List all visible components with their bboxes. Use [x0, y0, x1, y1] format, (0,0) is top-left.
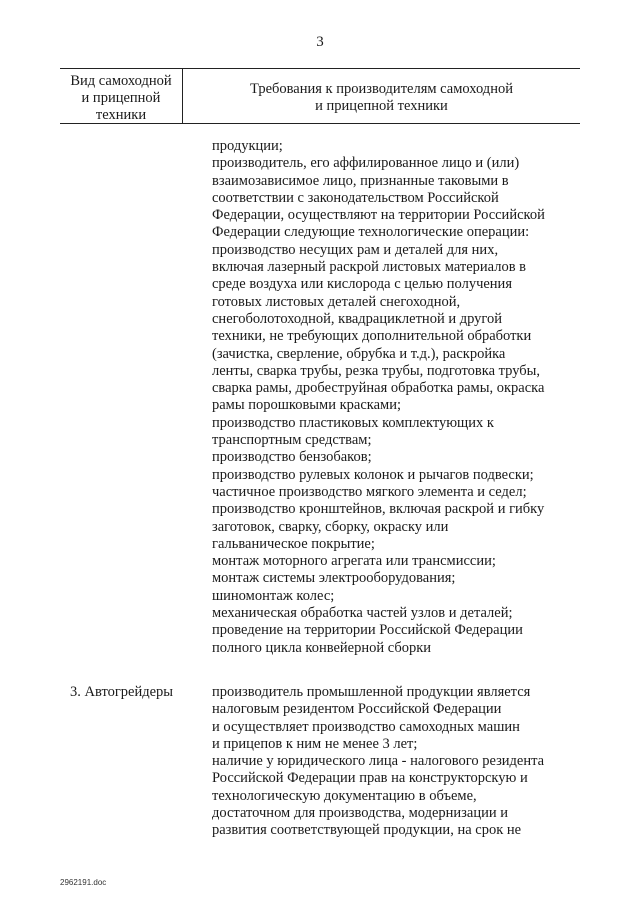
- row3-vehicle-label: 3. Автогрейдеры: [70, 684, 174, 700]
- row3-requirements-text: производитель промышленной продукции является налоговым резидентом Российской Федерации и осуществляет производство самоходных машин и прицепов к ним не менее 3 лет; наличие у юридического лица - налогового резидента Российской Федерации прав на конструкторскую и технологическую документацию в объеме, достаточном для производства, модернизации и развития соответствующей продукции, на срок не: [212, 684, 545, 839]
- document-id: 2962191.doc: [60, 878, 107, 887]
- page-number: 3: [316, 34, 324, 50]
- header-requirements: [183, 81, 580, 115]
- header-requirements-text: Требования к производителям самоходной и прицепной техники: [250, 81, 513, 114]
- header-vehicle-type: [60, 73, 182, 124]
- continued-requirements-text: продукции; производитель, его аффилированное лицо и (или) взаимозависимое лицо, признанные таковыми в соответствии с законодательством Российской Федерации, осуществляют на территории Российской Федерации следующие технологические операции: производство несущих рам и деталей для них, включая лазерный раскрой листовых материалов в среде воздуха или кислорода с целью получения готовых листовых деталей снегоходной, снегоболотоходной, квадрациклетной и другой техники, не требующих дополнительной обработки (зачистка, сверление, обрубка и т.д.), раскройка ленты, сварка трубы, резка трубы, подготовка трубы, сварка рамы, дробеструйная обработка рамы, окраска рамы порошковыми красками; производство пластиковых комплектующих к транспортным средствам; производство бензобаков; производство рулевых колонок и рычагов подвески; частичное производство мягкого элемента и седел; производство кронштейнов, включая раскрой и гибку заготовок, сварку, сборку, окраску или гальваническое покрытие; монтаж моторного агрегата или трансмиссии; монтаж системы электрооборудования; шиномонтаж колес; механическая обработка частей узлов и деталей; проведение на территории Российской Федерации полного цикла конвейерной сборки: [212, 138, 545, 656]
- header-vehicle-type-text: Вид самоходной и прицепной техники: [70, 73, 172, 123]
- table-header: [60, 68, 580, 124]
